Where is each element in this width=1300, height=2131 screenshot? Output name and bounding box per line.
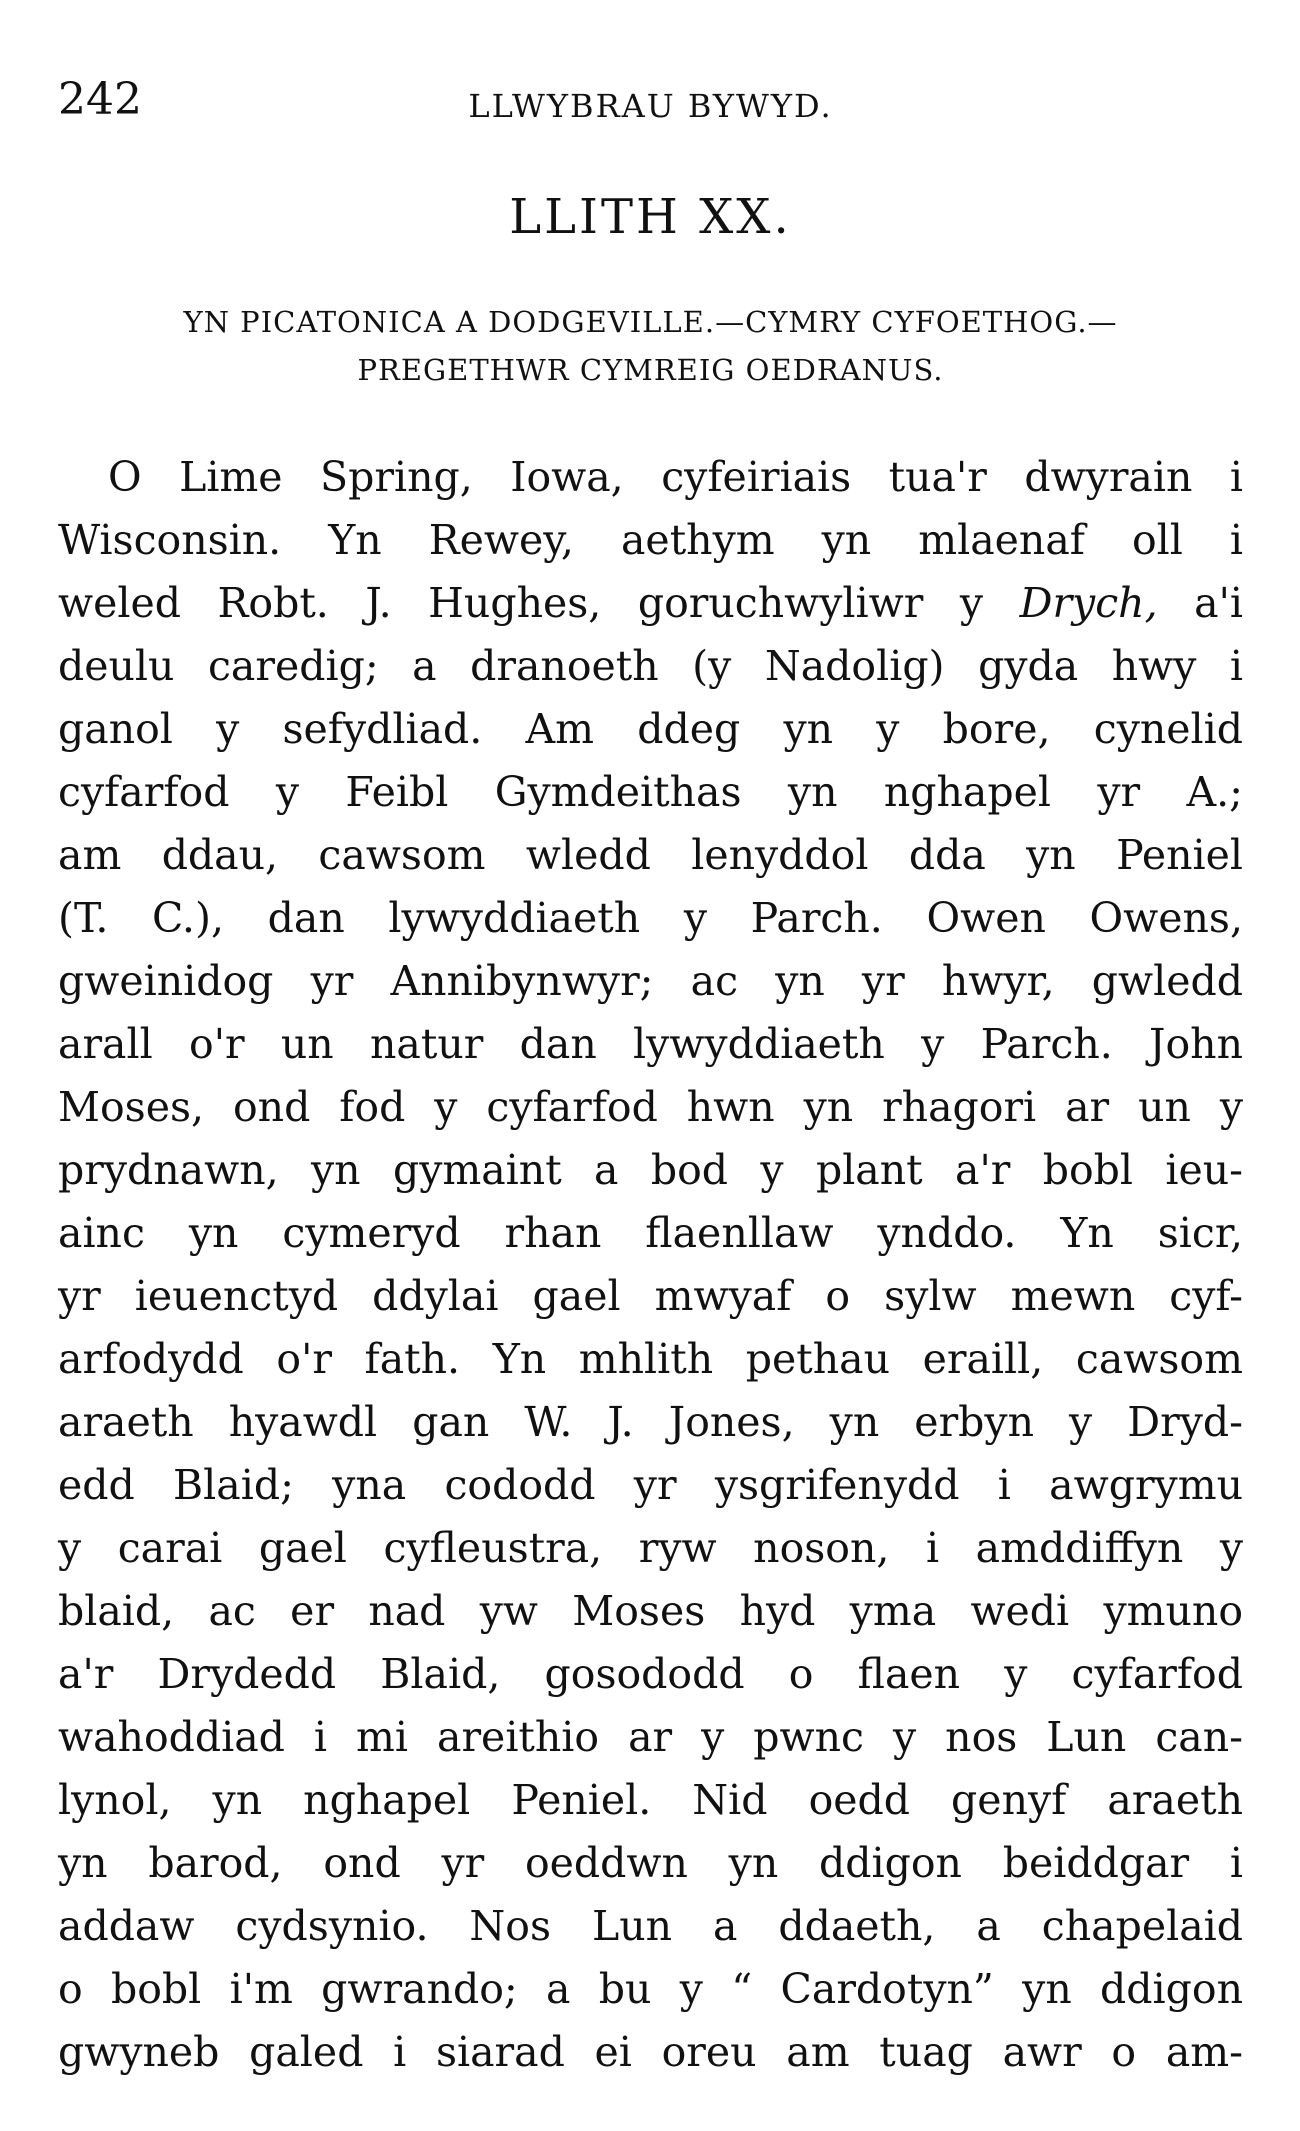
text-line: ganol y sefydliad. Am ddeg yn y bore, cynelid — [58, 705, 1243, 753]
text-segment: a'i — [1157, 579, 1243, 627]
running-title: LLWYBRAU BYWYD. — [468, 87, 833, 125]
text-line: o bobl i'm gwrando; a bu y “ Cardotyn” yn ddigon — [58, 1965, 1243, 2013]
subtitle-line: YN PICATONICA A DODGEVILLE.—CYMRY CYFOETHOG.— — [183, 305, 1118, 339]
subtitle-line: PREGETHWR CYMREIG OEDRANUS. — [357, 353, 944, 387]
text-segment: weled Robt. J. Hughes, goruchwyliwr y — [58, 579, 1020, 627]
page-number: 242 — [58, 74, 142, 125]
text-line: blaid, ac er nad yw Moses hyd yma wedi ymuno — [58, 1587, 1243, 1635]
text-line: gwyneb galed i siarad ei oreu am tuag awr o am- — [58, 2028, 1243, 2076]
text-line: gweinidog yr Annibynwyr; ac yn yr hwyr, gwledd — [58, 957, 1243, 1005]
text-line: O Lime Spring, Iowa, cyfeiriais tua'r dwyrain i — [108, 453, 1243, 501]
text-line: Wisconsin. Yn Rewey, aethym yn mlaenaf oll i — [58, 516, 1243, 564]
text-line: araeth hyawdl gan W. J. Jones, yn erbyn y Dryd- — [58, 1398, 1243, 1446]
text-line: (T. C.), dan lywyddiaeth y Parch. Owen Owens, — [58, 894, 1243, 942]
text-line: a'r Drydedd Blaid, gosododd o flaen y cyfarfod — [58, 1650, 1243, 1698]
text-line: yr ieuenctyd ddylai gael mwyaf o sylw mewn cyf- — [58, 1272, 1243, 1320]
text-line: yn barod, ond yr oeddwn yn ddigon beiddgar i — [58, 1839, 1243, 1887]
text-line: Moses, ond fod y cyfarfod hwn yn rhagori ar un y — [58, 1083, 1243, 1131]
body-text — [58, 446, 1243, 2084]
text-line — [58, 572, 1243, 635]
text-line: arall o'r un natur dan lywyddiaeth y Parch. John — [58, 1020, 1243, 1068]
italic-text: Drych, — [1019, 579, 1158, 627]
text-line: prydnawn, yn gymaint a bod y plant a'r bobl ieu- — [58, 1146, 1243, 1194]
running-head — [58, 70, 1243, 130]
text-line: arfodydd o'r fath. Yn mhlith pethau eraill, cawsom — [58, 1335, 1243, 1383]
text-line: addaw cydsynio. Nos Lun a ddaeth, a chapelaid — [58, 1902, 1243, 1950]
chapter-subtitle — [58, 298, 1243, 394]
text-line: y carai gael cyfleustra, ryw noson, i amddiffyn y — [58, 1524, 1243, 1572]
chapter-title: LLITH XX. — [509, 189, 792, 245]
text-line: wahoddiad i mi areithio ar y pwnc y nos Lun can- — [58, 1713, 1243, 1761]
text-line: edd Blaid; yna cododd yr ysgrifenydd i awgrymu — [58, 1461, 1243, 1509]
text-line: am ddau, cawsom wledd lenyddol dda yn Peniel — [58, 831, 1243, 879]
text-line: ainc yn cymeryd rhan flaenllaw ynddo. Yn sicr, — [58, 1209, 1243, 1257]
text-line: deulu caredig; a dranoeth (y Nadolig) gyda hwy i — [58, 642, 1243, 690]
text-line: lynol, yn nghapel Peniel. Nid oedd genyf araeth — [58, 1776, 1243, 1824]
text-line: cyfarfod y Feibl Gymdeithas yn nghapel yr A.; — [58, 768, 1243, 816]
